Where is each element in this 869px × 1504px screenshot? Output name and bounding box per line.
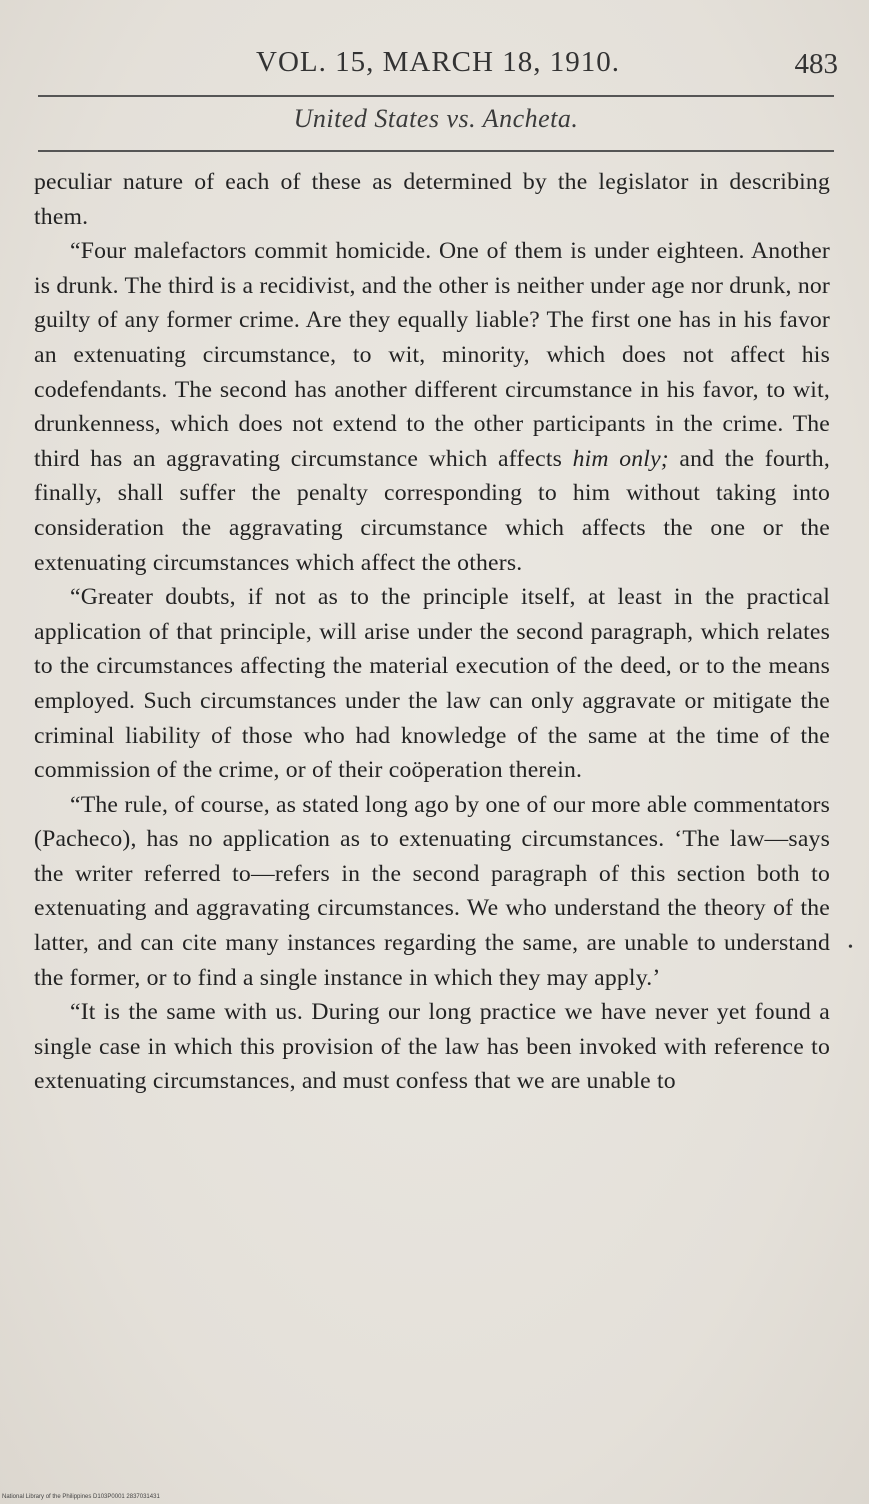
paragraph-3: “Greater doubts, if not as to the principle itself, at least in the practical application of that principle, will arise under the second paragraph, which relates to the circumstances affecting the material execution of the deed, or to the means employed. Such circumstances under the law can only aggravate or mitigate the criminal liability of those who had knowledge of the same at the time of the commission of the crime, or of their coöperation therein. [34, 584, 830, 784]
header-rule-top [38, 95, 834, 97]
case-title: United States vs. Ancheta. [293, 104, 579, 133]
paragraph-2 [34, 234, 830, 580]
body-text [34, 165, 830, 1099]
paragraph-5: “It is the same with us. During our long practice we have never yet found a single case in which this provision of the law has been invoked with reference to extenuating circumstances, and must confess that we are unable to [34, 999, 830, 1095]
paragraph-2-italic: him only; [572, 445, 669, 472]
paragraph-1: peculiar nature of each of these as determined by the legislator in describing them. [34, 169, 830, 230]
library-stamp: National Library of the Philippines D103P0001 2837031431 [2, 1494, 160, 1500]
header-rule-bottom [38, 150, 834, 152]
running-head [38, 46, 838, 86]
paragraph-2-end: and the fourth, finally, shall suffer the penalty corresponding to him without taking into consideration the aggravating circumstance which affects the one or the extenuating circumstances which affect the others. [34, 445, 830, 576]
paragraph-2-start: “Four malefactors commit homicide. One of them is under eighteen. Another is drunk. The third is a recidivist, and the other is neither under age nor drunk, nor guilty of any former crime. Are they equally liable? The first one has in his favor an extenuating circumstance, to wit, minority, which does not affect his codefendants. The second has another different circumstance in his favor, to wit, drunkenness, which does not extend to the other participants in the crime. The third has an aggravating circumstance which affects [34, 238, 830, 472]
margin-dot: • [848, 940, 853, 955]
paragraph-4: “The rule, of course, as stated long ago by one of our more able commentators (Pacheco), has no application as to extenuating circumstances. ‘The law—says the writer referred to—refers in the second paragraph of this section both to extenuating and aggravating circumstances. We who understand the theory of the latter, and can cite many instances regarding the same, are unable to understand the former, or to find a single instance in which they may apply.’ [34, 791, 830, 991]
page-number: 483 [794, 48, 838, 80]
running-title: VOL. 15, MARCH 18, 1910. [256, 46, 620, 78]
